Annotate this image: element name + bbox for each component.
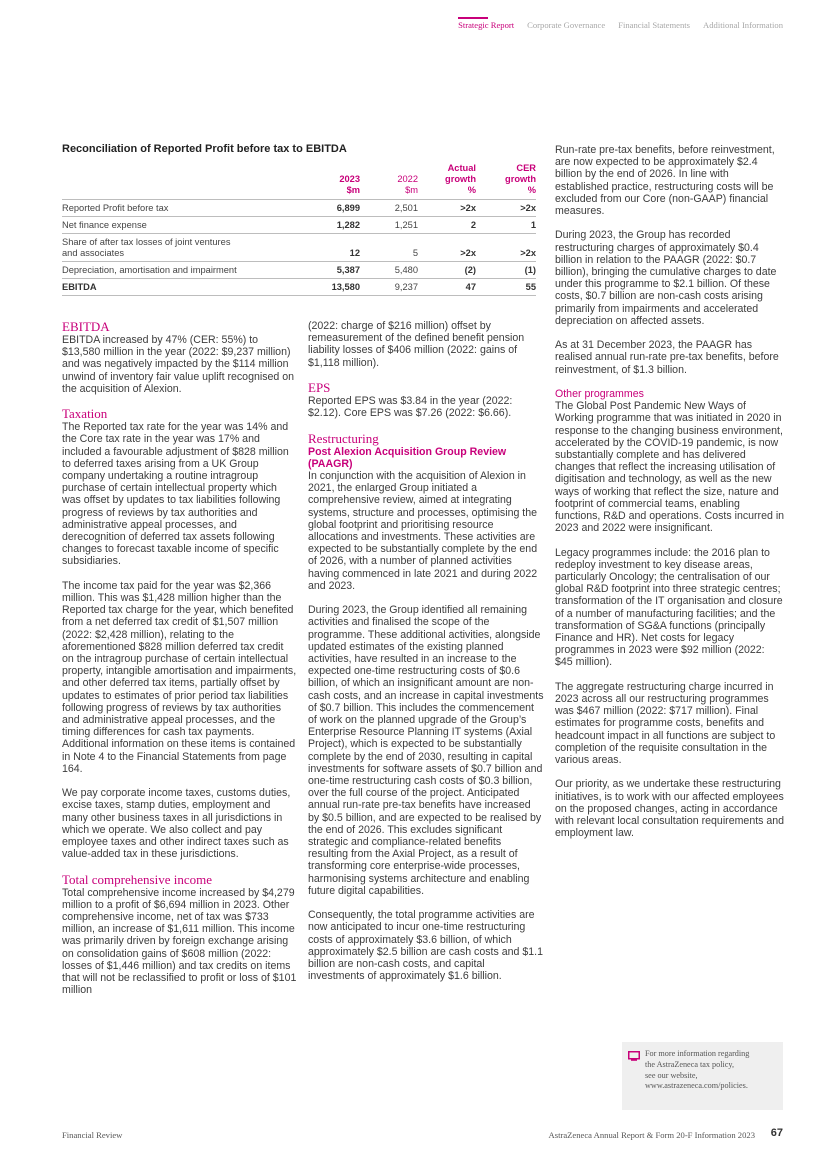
page-number: 67	[770, 1127, 783, 1139]
paragraph: Run-rate pre-tax benefits, before reinvestment, are now expected to be approximately $2.4 billion by the end of 2026. In line with established practice, restructuring costs will be excluded from our Core (non-GAAP) financial measures.	[555, 144, 775, 218]
cell-2023: 1,282	[302, 217, 360, 234]
cell-actual: 47	[418, 279, 476, 296]
table-row	[62, 200, 536, 217]
info-line: For more information regarding	[645, 1049, 750, 1058]
cell-cer: 55	[476, 279, 536, 296]
cell-cer: (1)	[476, 262, 536, 279]
paragraph: The aggregate restructuring charge incurred in 2023 across all our restructuring programmes was $467 million (2022: $717 million). Final estimates for programme costs, benefits and headcount impact in all functions are subject to completion of the requisite consultation in the various areas.	[555, 680, 776, 767]
header-label-blank	[62, 163, 302, 200]
paragraph: During 2023, the Group has recorded restructuring charges of approximately $0.4 billion in relation to the PAAGR (2022: $0.7 billion), bringing the cumulative charges to date under this programme to $2.1 billion. Of these costs, $0.7 billion are non-cash costs arising primarily from impairments and accelerated depreciation on affected assets.	[555, 229, 777, 327]
paragraph: We pay corporate income taxes, customs duties, excise taxes, stamp duties, employment and many other business taxes in all jurisdictions in which we operate. We also collect and pay employee taxes and other indirect taxes such as value-added tax in these jurisdictions.	[62, 787, 291, 861]
heading-taxation: Taxation	[62, 406, 108, 422]
table-row	[62, 234, 536, 262]
nav-financial-statements[interactable]: Financial Statements	[618, 20, 691, 30]
cell-actual: >2x	[418, 234, 476, 262]
monitor-icon	[628, 1051, 640, 1061]
top-navigation	[458, 20, 783, 30]
row-label: EBITDA	[62, 279, 302, 296]
heading-total-comprehensive-income: Total comprehensive income	[62, 871, 212, 887]
column-3	[555, 144, 785, 852]
info-line: see our website,	[645, 1070, 698, 1080]
paragraph: (2022: charge of $216 million) offset by remeasurement of the defined benefit pension liability losses of $406 million (2022: gains of $1,118 million).	[308, 320, 525, 369]
heading-ebitda: EBITDA	[62, 319, 110, 334]
paragraph: Legacy programmes include: the 2016 plan to redeploy investment to key disease areas, particularly Oncology; the centralisation of our global R&D footprint into three strategic centres; transformation of the IT organisation and closure of a number of manufacturing facilities; and the transformation of SG&A functions (principally Finance and HR). Net costs for legacy programmes in 2023 were $92 million (2022: $45 million).	[555, 546, 783, 669]
nav-corporate-governance[interactable]: Corporate Governance	[527, 20, 606, 30]
header-2022: 2022 $m	[397, 174, 418, 195]
cell-2023: 12	[302, 234, 360, 262]
cell-2022: 5	[360, 234, 418, 262]
website-link[interactable]: www.astrazeneca.com/policies.	[645, 1081, 748, 1091]
paragraph: Consequently, the total programme activities are now anticipated to incur one-time restructuring costs of approximately $3.6 billion, of which approximately $2.5 billion are cash costs and $1.1 billion are non-cash costs, and capital investments of approximately $1.6 billion.	[308, 909, 543, 983]
info-text	[645, 1049, 779, 1092]
heading-eps: EPS	[308, 380, 331, 395]
paragraph: Our priority, as we undertake these restructuring initiatives, is to work with our affected employees on the proposed changes, acting in accordance with relevant local consultation requirements and employment law.	[555, 778, 785, 840]
info-box	[622, 1042, 783, 1110]
paragraph: The Reported tax rate for the year was 14% and the Core tax rate in the year was 17% and included a favourable adjustment of $828 million to deferred taxes arising from a UK Group company undertaking a routine intragroup purchase of certain intellectual property which was offset by updates to tax liabilities following progress of reviews by tax authorities and administrative appeal processes, and derecognition of deferred tax assets following changes to forecast taxable income of specific subsidiaries.	[62, 421, 289, 568]
paragraph: The income tax paid for the year was $2,366 million. This was $1,428 million higher than the Reported tax charge for the year, which benefited from a net deferred tax credit of $1,507 million (2022: $2,428 million), relating to the aforementioned $828 million deferred tax credit on the intragroup purchase of certain intellectual property, intangible amortisation and impairments, and other deferred tax items, partially offset by updates to estimates of prior period tax liabilities following progress of reviews by tax authorities and administrative appeal processes, and the timing differences for cash tax payments. Additional information on these items is contained in Note 4 to the Financial Statements from page 164.	[62, 579, 297, 775]
paragraph: EBITDA increased by 47% (CER: 55%) to $13,580 million in the year (2022: $9,237 million) and was negatively impacted by the $114 million unwind of inventory fair value uplift recognised on the acquisition of Alexion.	[62, 334, 295, 395]
cell-actual: 2	[418, 217, 476, 234]
paragraph: As at 31 December 2023, the PAAGR has realised annual run-rate pre-tax benefits, before reinvestment, of $1.3 billion.	[555, 339, 779, 376]
paragraph: During 2023, the Group identified all remaining activities and finalised the scope of the programme. These additional activities, alongside updated estimates of the existing planned activities, have resulted in an increase to the expected one-time restructuring costs of $0.6 billion, of which an insignificant amount are non-cash costs, and an increase in capital investments of $0.7 billion. This includes the commencement of work on the planned upgrade of the Group’s Enterprise Resource Planning IT systems (Axial Project), which is expected to be substantially complete by the end of 2030, resulting in capital investments for software assets of $0.7 billion and one-time restructuring cash costs of $0.3 billion, over the full course of the project. Anticipated annual run-rate pre-tax benefits have increased by $0.5 billion, and are expected to be realised by the end of 2026. This excludes significant strategic and compliance-related benefits resulting from the Axial Project, as a result of transforming core enterprise-wide processes, harmonising systems architecture and enabling future digital capabilities.	[308, 604, 544, 897]
table-row	[62, 217, 536, 234]
cell-2022: 2,501	[360, 200, 418, 217]
heading-restructuring: Restructuring	[308, 430, 379, 446]
info-line: the AstraZeneca tax policy,	[645, 1059, 735, 1069]
header-actual-growth: Actual growth %	[445, 163, 476, 195]
subheading-paagr: Post Alexion Acquisition Group Review (PAAGR)	[308, 445, 507, 470]
cell-2022: 9,237	[360, 279, 418, 296]
ebitda-reconciliation-table	[62, 163, 536, 296]
cell-cer: 1	[476, 217, 536, 234]
cell-cer: >2x	[476, 200, 536, 217]
footer-section-label: Financial Review	[62, 1130, 123, 1140]
cell-2023: 6,899	[302, 200, 360, 217]
row-label: Reported Profit before tax	[62, 200, 302, 217]
cell-2023: 13,580	[302, 279, 360, 296]
row-label: Net finance expense	[62, 217, 302, 234]
cell-actual: >2x	[418, 200, 476, 217]
table-row	[62, 262, 536, 279]
column-2	[308, 320, 544, 995]
cell-cer: >2x	[476, 234, 536, 262]
cell-2022: 1,251	[360, 217, 418, 234]
table-header-row	[62, 163, 536, 200]
cell-actual: (2)	[418, 262, 476, 279]
paragraph: In conjunction with the acquisition of Alexion in 2021, the enlarged Group initiated a comprehensive review, aimed at integrating systems, structure and processes, optimising the global footprint and prioritising resource allocations and investments. These activities are expected to be substantially complete by the end of 2026, with a number of planned activities having commenced in late 2021 and during 2022 and 2023.	[308, 470, 538, 592]
row-label: Share of after tax losses of joint ventures and associates	[62, 234, 302, 262]
column-1	[62, 320, 298, 1009]
nav-strategic-report[interactable]: Strategic Report	[458, 20, 515, 30]
header-2023: 2023 $m	[339, 174, 360, 195]
subheading-other-programmes: Other programmes	[555, 388, 644, 401]
cell-2022: 5,480	[360, 262, 418, 279]
nav-additional-information[interactable]: Additional Information	[703, 20, 783, 30]
table-title: Reconciliation of Reported Profit before tax to EBITDA	[62, 143, 347, 155]
footer-report-title: AstraZeneca Annual Report & Form 20-F Information 2023	[548, 1130, 755, 1140]
cell-2023: 5,387	[302, 262, 360, 279]
paragraph: Total comprehensive income increased by $4,279 million to a profit of $6,694 million in 2023. Other comprehensive income, net of tax was $733 million, an increase of $1,611 million. This income was primarily driven by foreign exchange arising on consolidation gains of $608 million (2022: losses of $1,446 million) and tax credits on items that will not be reclassified to profit or loss of $101 million	[62, 886, 297, 997]
paragraph: Reported EPS was $3.84 in the year (2022: $2.12). Core EPS was $7.26 (2022: $6.66).	[308, 395, 513, 420]
row-label: Depreciation, amortisation and impairment	[62, 262, 302, 279]
table-row-total	[62, 279, 536, 296]
paragraph: The Global Post Pandemic New Ways of Working programme that was initiated in 2020 in response to the changing business environment, accelerated by the COVID-19 pandemic, is now substantially complete and has delivered changes that reflect the increasing utilisation of digitisation and technology, as well as the new ways of working that reflect the size, nature and footprint of commercial teams, enabling functions, R&D and operations. Costs incurred in 2023 and 2022 were insignificant.	[555, 400, 785, 535]
header-cer-growth: CER growth %	[505, 163, 536, 195]
